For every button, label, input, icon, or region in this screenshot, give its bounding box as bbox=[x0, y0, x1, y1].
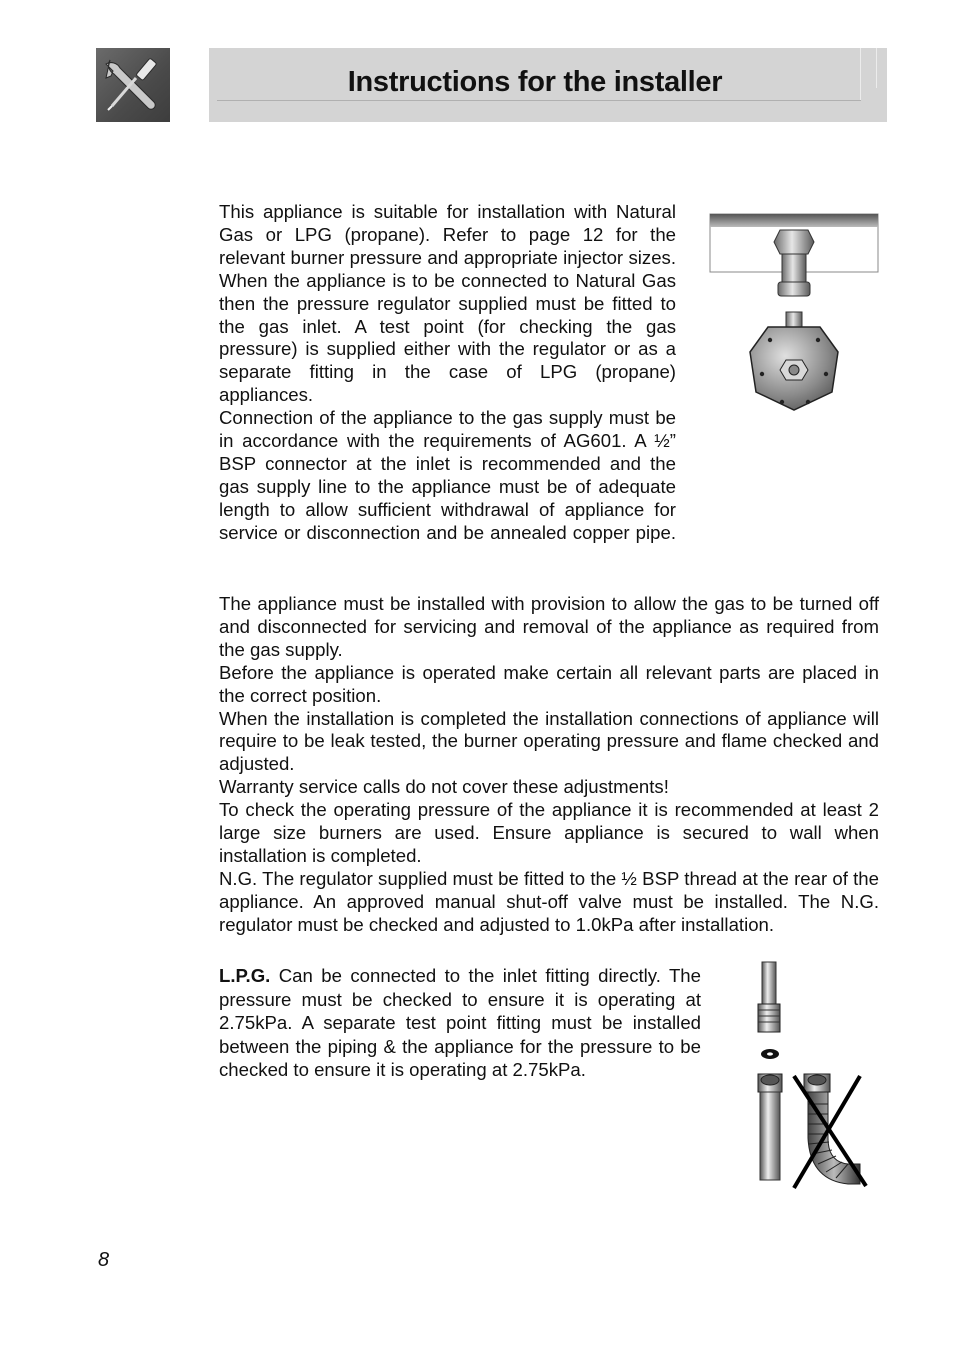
installation-requirements-block bbox=[219, 593, 879, 937]
paragraph-operating-pressure: To check the operating pressure of the appliance it is recommended at least 2 large size burners are used. Ensure appliance is secured to wall when installation is completed. bbox=[219, 799, 879, 866]
page-title: Instructions for the installer bbox=[347, 66, 723, 98]
paragraph-before-operation: Before the appliance is operated make certain all relevant parts are placed in the correct position. bbox=[219, 661, 879, 706]
logo-tools-icon bbox=[96, 48, 170, 122]
paragraph-provision: The appliance must be installed with provision to allow the gas to be turned off and disconnected for servicing and removal of the appliance as required from the gas supply. bbox=[219, 593, 879, 660]
page-number: 8 bbox=[98, 1249, 110, 1271]
intro-text-block bbox=[219, 201, 676, 545]
wrench-screwdriver-icon bbox=[96, 48, 170, 122]
gas-regulator-icon bbox=[708, 212, 880, 417]
paragraph-connection: Connection of the appliance to the gas supply must be in accordance with the requirements of AG601. A ½” BSP connector at the inlet is recommended and the gas supply line to the appliance must be of adequate length to allow sufficient withdrawal of appliance for service or disconnection and be annealed copper pipe. bbox=[219, 407, 676, 543]
paragraph-warranty: Warranty service calls do not cover these adjustments! bbox=[219, 776, 669, 798]
lpg-text-block bbox=[219, 964, 701, 1082]
paragraph-suitability: This appliance is suitable for installation with Natural Gas or LPG (propane). Refer to page 12 for the relevant burner pressure and appropriate injector sizes. When the appliance is to be connected to Natural Gas then the pressure regulator supplied must be fitted to the gas inlet. A test point (for checking the gas pressure) is supplied either with the regulator or as a separate fitting in the case of LPG (propane) appliances. bbox=[219, 201, 676, 406]
paragraph-leak-test: When the installation is completed the installation connections of appliance will require to be leak tested, the burner operating pressure and flame checked and adjusted. bbox=[219, 707, 879, 775]
lpg-text: Can be connected to the inlet fitting directly. The pressure must be checked to ensure it is operating at 2.75kPa. A separate test point fitting must be installed between the piping & the appliance for the pressure to be checked to ensure it is operating at 2.75kPa. bbox=[219, 965, 701, 1081]
lpg-label: L.P.G. bbox=[219, 965, 271, 986]
header-edge-line bbox=[876, 48, 877, 88]
paragraph-lpg bbox=[219, 964, 701, 1082]
header-bar bbox=[209, 48, 887, 122]
paragraph-ng-regulator: N.G. The regulator supplied must be fitted to the ½ BSP thread at the rear of the appliance. An approved manual shut-off valve must be installed. The N.G. regulator must be checked and adjusted to 1.0kPa after installation. bbox=[219, 867, 879, 935]
rigid-pipe-vs-flexible-hose-icon bbox=[748, 958, 870, 1192]
header-divider bbox=[217, 100, 861, 101]
